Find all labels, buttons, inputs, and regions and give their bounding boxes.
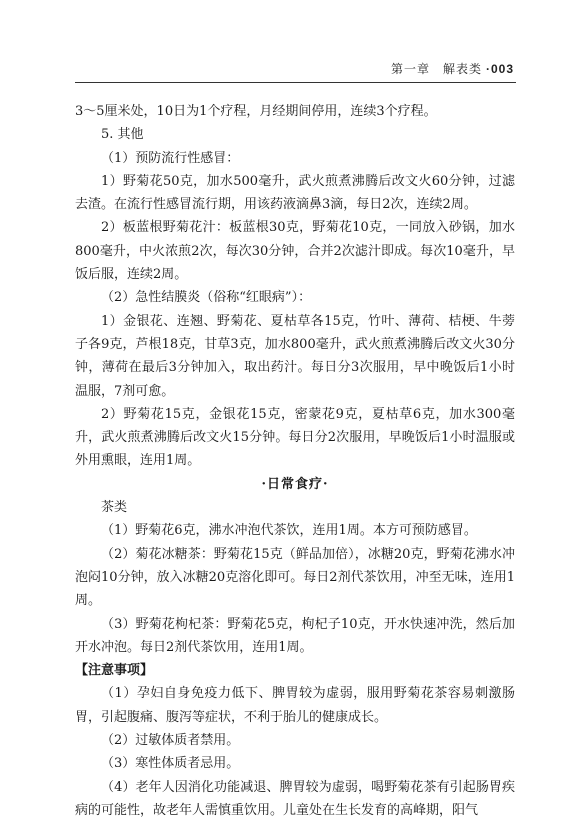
subheading-teas: 茶类 bbox=[101, 500, 128, 516]
paragraph-conjunctivitis-recipe-1: 1）金银花、连翘、野菊花、夏枯草各15克，竹叶、薄荷、桔梗、牛蒡子各9克，芦根18克，甘草3克，加水800毫升，武火煎煮沸腾后改文火30分钟，薄荷在最后3分钟加入，取出药汁。每日分3次服用，早中晚饭后1小时温服，7剂可愈。 bbox=[75, 313, 515, 399]
running-header bbox=[391, 60, 514, 77]
paragraph-precaution-3: （3）寒性体质者忌用。 bbox=[101, 756, 240, 772]
subheading-conjunctivitis: （2）急性结膜炎（俗称“红眼病”）： bbox=[101, 290, 312, 306]
paragraph-flu-recipe-2: 2）板蓝根野菊花汁：板蓝根30克，野菊花10克，一同放入砂锅，加水800毫升，中火浓煎2次，每次30分钟，合并2次滤汁即成。每次10毫升，早饭后服，连续2周。 bbox=[75, 220, 515, 283]
section-heading-precautions: 【注意事项】 bbox=[75, 663, 154, 679]
paragraph-tea-1: （1）野菊花6克，沸水冲泡代茶饮，连用1周。本方可预防感冒。 bbox=[101, 523, 477, 539]
subheading-flu-prevention: （1）预防流行性感冒： bbox=[101, 150, 240, 166]
header-rule bbox=[75, 82, 516, 83]
paragraph-tea-3: （3）野菊花枸杞茶：野菊花5克，枸杞子10克，开水快速冲洗，然后加开水冲泡。每日2剂代茶饮用，连用1周。 bbox=[75, 616, 515, 655]
section-heading-other: 5. 其他 bbox=[101, 127, 144, 143]
page-body bbox=[75, 100, 515, 822]
paragraph-conjunctivitis-recipe-2: 2）野菊花15克，金银花15克，密蒙花9克，夏枯草6克，加水300毫升，武火煎煮沸腾后改文火15分钟。每日分2次服用，早晚饭后1小时温服或外用熏眼，连用1周。 bbox=[75, 406, 515, 469]
paragraph-tea-2: （2）菊花冰糖茶：野菊花15克（鲜品加倍），冰糖20克，野菊花沸水冲泡闷10分钟，放入冰糖20克溶化即可。每日2剂代茶饮用，冲至无味，连用1周。 bbox=[75, 546, 515, 609]
page-number: ·003 bbox=[485, 62, 514, 76]
paragraph-precaution-1: （1）孕妇自身免疫力低下、脾胃较为虚弱，服用野菊花茶容易刺激肠胃，引起腹痛、腹泻等症状，不利于胎儿的健康成长。 bbox=[75, 686, 515, 725]
paragraph-precaution-4: （4）老年人因消化功能减退、脾胃较为虚弱，喝野菊花茶有引起肠胃疾病的可能性，故老年人需慎重饮用。儿童处在生长发育的高峰期，阳气 bbox=[75, 779, 515, 818]
paragraph-continuation: 3～5厘米处，10日为1个疗程，月经期间停用，连续3个疗程。 bbox=[75, 104, 437, 119]
section-heading-daily-diet: ·日常食疗· bbox=[261, 476, 329, 492]
paragraph-flu-recipe-1: 1）野菊花50克，加水500毫升，武火煎煮沸腾后改文火60分钟，过滤去渣。在流行性感冒流行期，用该药液滴鼻3滴，每日2次，连续2周。 bbox=[75, 173, 515, 213]
paragraph-precaution-2: （2）过敏体质者禁用。 bbox=[101, 733, 240, 749]
chapter-title: 第一章 解表类 bbox=[390, 62, 482, 76]
